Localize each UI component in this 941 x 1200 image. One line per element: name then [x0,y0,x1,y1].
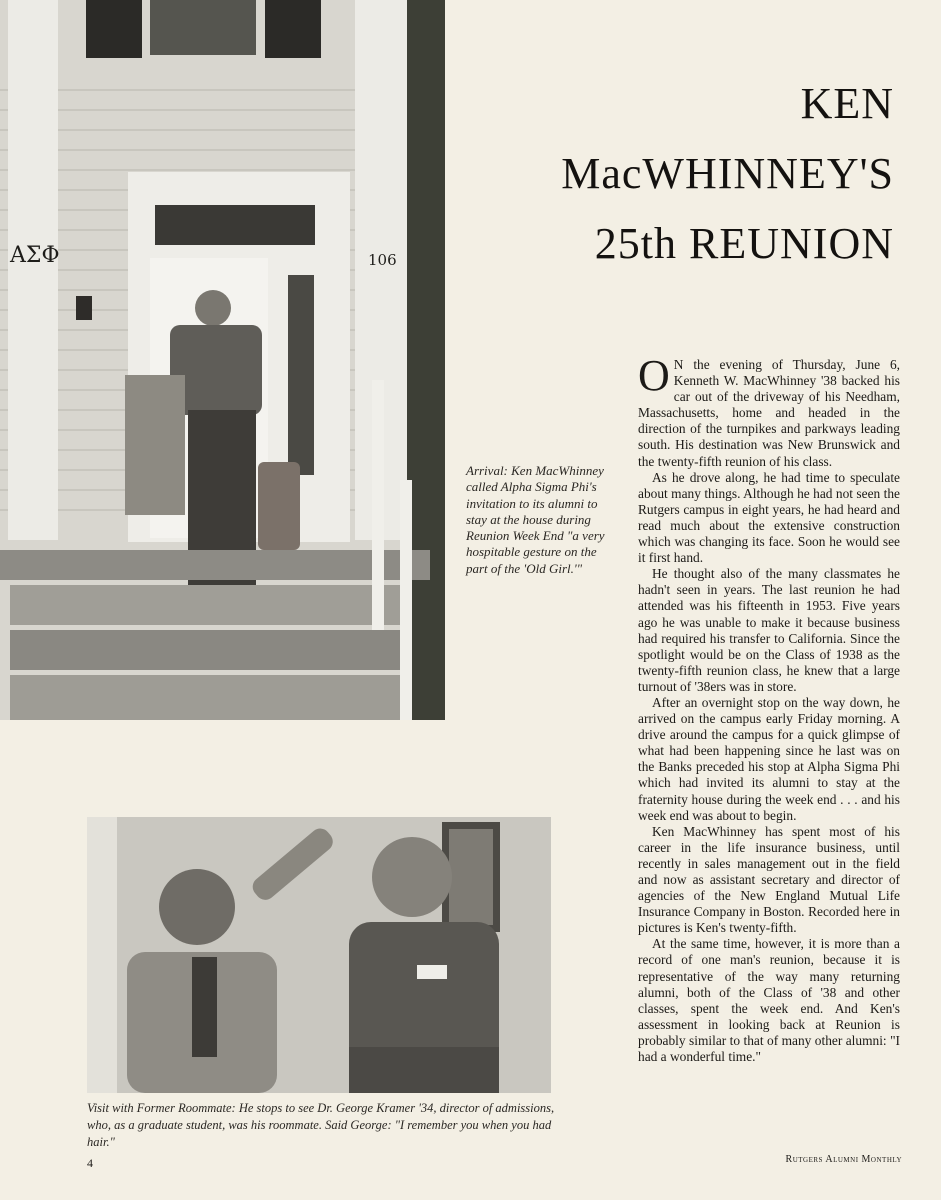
article-paragraph: Ken MacWhinney has spent most of his career in the life insurance business, until recently in sales management out in the field and now as assistant secretary and director of agencies of the New England Mutual Life Insurance Company in Boston. Recorded here in pictures is Ken's twenty-fifth. [638,823,900,936]
photo-visit-illustration [87,817,551,1093]
article-title-line-1: KEN [800,79,894,128]
page-number: 4 [87,1156,93,1170]
house-number: 106 [368,251,397,269]
article-body [638,351,900,1065]
article-paragraph: After an overnight stop on the way down, he arrived on the campus early Friday morning. A drive around the campus for a quick glimpse of what had been happening since he last was on the Banks preceded his stop at Alpha Sigma Phi which had invited its alumni to stay at the fraternity house during the week end . . . and his week end was about to begin. [638,694,900,823]
fraternity-letters: ΑΣΦ [10,243,60,268]
photo-arrival-illustration [0,0,445,720]
caption-arrival: Arrival: Ken MacWhinney called Alpha Sigma Phi's invitation to its alumni to stay at the house during Reunion Week End "a very hospitable gesture on the part of the 'Old Girl.'" [466,463,605,576]
photo-visit-roommate [87,817,551,1093]
caption-visit: Visit with Former Roommate: He stops to see Dr. George Kramer '34, director of admissions, who, as a graduate student, was his roommate. Said George: "I remember you when you had hair." [87,1101,555,1149]
publication-name: Rutgers Alumni Monthly [785,1154,902,1165]
drop-cap: O [638,351,670,400]
article-paragraph: As he drove along, he had time to speculate about many things. Although he had not seen the Rutgers campus in eight years, he had heard and read much about the extensive construction which was changing its face. Soon he would see it first hand. [638,469,900,566]
article-paragraph: He thought also of the many classmates he hadn't seen in years. The last reunion he had attended was his fifteenth in 1953. Five years ago he was unable to make it because business had required his transfer to California. Since the spotlight would be on the Class of 1938 as the twenty-fifth reunion class, he knew that a large turnout of '38ers was in store. [638,566,900,694]
article-paragraph: At the same time, however, it is more than a record of one man's reunion, because it is representative of the way many returning alumni, both of the Class of '38 and other classes, spent the week end. And Ken's assessment in looking back at Reunion is probably similar to that of many other alumni: "I had a wonderful time." [638,936,900,1065]
photo-arrival [0,0,445,720]
article-paragraph: O N the evening of Thursday, June 6, Kenneth W. MacWhinney '38 backed his car out of the driveway of his Needham, Massachusetts, home and headed in the direction of the turnpikes and parkways leading south. His destination was New Brunswick and the twenty-fifth reunion of his class. [638,351,900,469]
article-title-line-3: 25th REUNION [594,219,894,268]
article-title-line-2: MacWHINNEY'S [561,149,894,198]
